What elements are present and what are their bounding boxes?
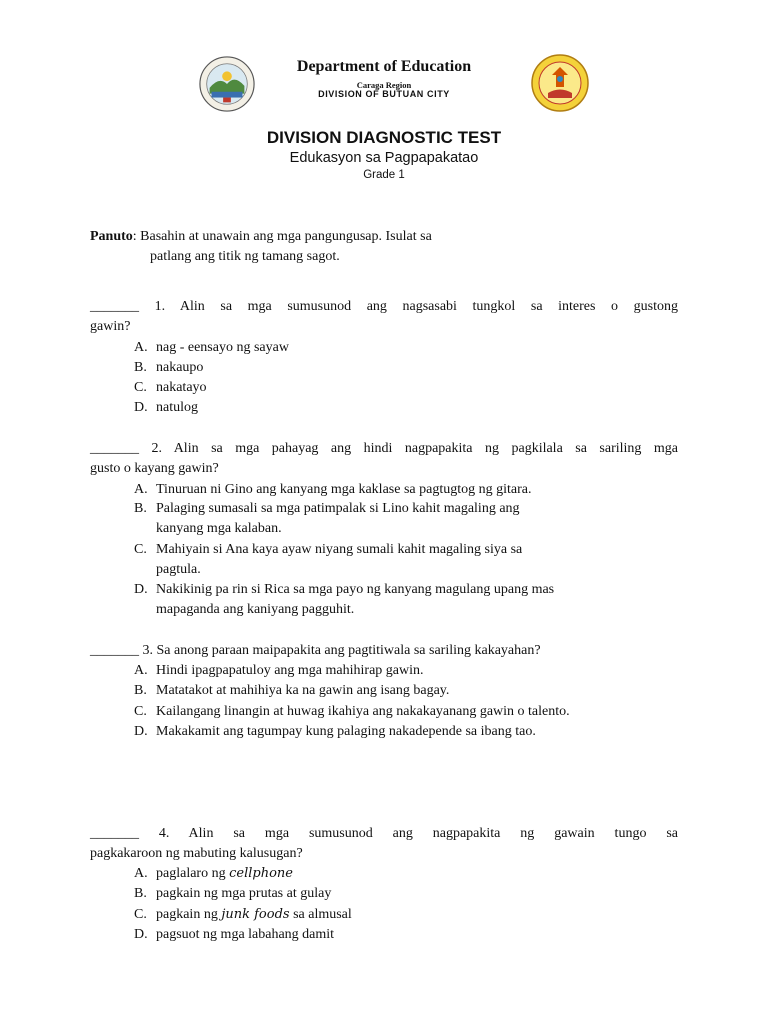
answer-blank[interactable]: _______ — [90, 826, 139, 841]
option-d-cont: mapaganda ang kaniyang pagguhit. — [156, 602, 355, 617]
subject-title: Edukasyon sa Pagpapakatao — [289, 150, 479, 166]
option-a: A. nag - eensayo ng sayaw — [134, 340, 289, 355]
option-a: A. paglalaro ng cellphone — [134, 866, 293, 881]
option-d: D. Nakikinig pa rin si Rica sa mga payo ng kanyang magulang upang mas — [134, 582, 555, 597]
question-2-text-cont: gusto o kayang gawin? — [90, 461, 219, 476]
division-label: DIVISION OF BUTUAN CITY — [318, 89, 450, 99]
option-c: C. Kailangang linangin at huwag ikahiya ang nakakayanang gawin o talento. — [134, 704, 570, 719]
question-1-text: _______ 1. Alin sa mga sumusunod ang nagsasabi tungkol sa interes o gustong — [90, 297, 678, 317]
instructions-line-2: patlang ang titik ng tamang sagot. — [150, 249, 340, 264]
answer-blank[interactable]: _______ — [90, 643, 139, 658]
option-c: C. Mahiyain si Ana kaya ayaw niyang sumali kahit magaling siya sa — [134, 542, 523, 557]
option-b: B. nakaupo — [134, 360, 204, 375]
option-b: B. Matatakot at mahihiya ka na gawin ang isang bagay. — [134, 683, 450, 698]
option-b: B. Palaging sumasali sa mga patimpalak si Lino kahit magaling ang — [134, 501, 520, 516]
option-a: A. Hindi ipagpapatuloy ang mga mahihirap gawin. — [134, 663, 424, 678]
option-d: D. pagsuot ng mga labahang damit — [134, 927, 335, 942]
option-d: D. natulog — [134, 400, 198, 415]
option-d: D. Makakamit ang tagumpay kung palaging nakadepende sa ibang tao. — [134, 724, 536, 739]
question-2-text: _______ 2. Alin sa mga pahayag ang hindi nagpapakita ng pagkilala sa sariling mga — [90, 439, 678, 459]
option-b: B. pagkain ng mga prutas at gulay — [134, 886, 332, 901]
answer-blank[interactable]: _______ — [90, 441, 139, 456]
option-b-cont: kanyang mga kalaban. — [156, 521, 282, 536]
option-c-cont: pagtula. — [156, 562, 201, 577]
option-c: C. nakatayo — [134, 380, 207, 395]
option-a: A. Tinuruan ni Gino ang kanyang mga kaklase sa pagtugtog ng gitara. — [134, 482, 532, 497]
option-c: C. pagkain ng junk foods sa almusal — [134, 907, 352, 922]
instructions-line-1 — [90, 227, 432, 247]
instructions-label: Panuto — [90, 229, 133, 244]
answer-blank[interactable]: _______ — [90, 299, 139, 314]
region-label: Caraga Region — [356, 80, 412, 90]
test-title: DIVISION DIAGNOSTIC TEST — [266, 128, 502, 147]
question-4-text: _______ 4. Alin sa mga sumusunod ang nagpapakita ng gawain tungo sa — [90, 824, 678, 844]
department-title: Department of Education — [296, 58, 472, 75]
question-1-text-cont: gawin? — [90, 319, 131, 334]
grade-label: Grade 1 — [363, 169, 405, 181]
question-3-text: _______ 3. Sa anong paraan maipapakita ang pagtitiwala sa sariling kakayahan? — [90, 641, 541, 661]
question-4-text-cont: pagkakaroon ng mabuting kalusugan? — [90, 846, 303, 861]
instructions-text: : Basahin at unawain ang mga pangungusap. Isulat sa — [132, 229, 432, 244]
